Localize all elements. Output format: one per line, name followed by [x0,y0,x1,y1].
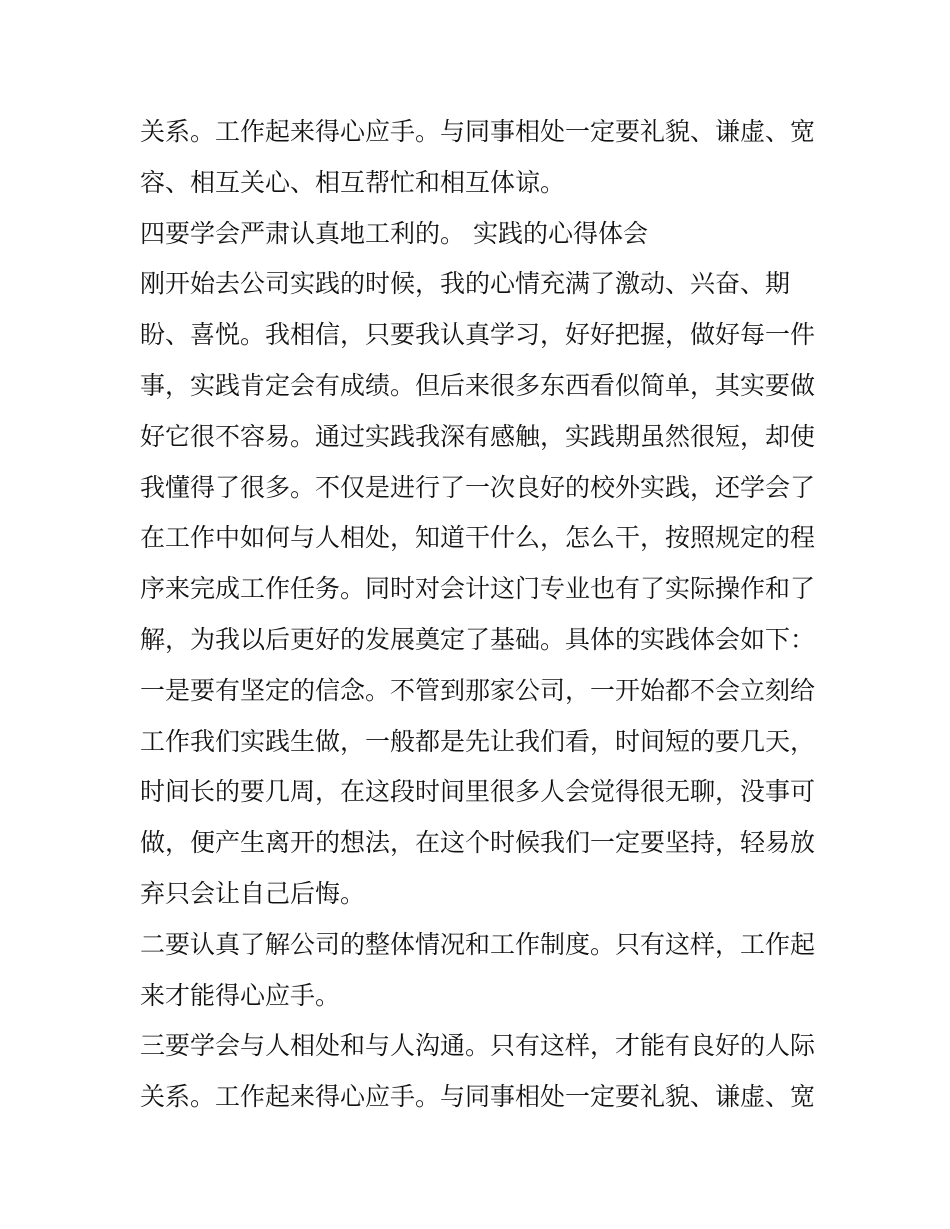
text-line-14: 时间长的要几周，在这段时间里很多人会觉得很无聊，没事可 [140,777,816,807]
text-line-12: 一是要有坚定的信念。不管到那家公司，一开始都不会立刻给 [140,675,816,705]
text-line-3: 四要学会严肃认真地工利的。 实践的心得体会 [140,218,648,248]
text-line-6: 事，实践肯定会有成绩。但后来很多东西看似简单，其实要做 [140,370,816,400]
text-line-5: 盼、喜悦。我相信，只要我认真学习，好好把握，做好每一件 [140,320,816,350]
text-line-4: 刚开始去公司实践的时候，我的心情充满了激动、兴奋、期 [140,269,791,299]
text-line-2: 容、相互关心、相互帮忙和相互体谅。 [140,167,566,197]
text-line-9: 在工作中如何与人相处，知道干什么，怎么干，按照规定的程 [140,523,816,553]
text-line-20: 关系。工作起来得心应手。与同事相处一定要礼貌、谦虚、宽 [140,1082,816,1112]
text-line-15: 做，便产生离开的想法，在这个时候我们一定要坚持，轻易放 [140,828,816,858]
text-line-17: 二要认真了解公司的整体情况和工作制度。只有这样，工作起 [140,929,816,959]
text-line-19: 三要学会与人相处和与人沟通。只有这样，才能有良好的人际 [140,1031,816,1061]
text-line-8: 我懂得了很多。不仅是进行了一次良好的校外实践，还学会了 [140,472,816,502]
text-line-1: 关系。工作起来得心应手。与同事相处一定要礼貌、谦虚、宽 [140,117,816,146]
text-line-16: 弃只会让自己后悔。 [140,878,366,908]
text-line-11: 解，为我以后更好的发展奠定了基础。具体的实践体会如下： [140,624,816,654]
document-body [140,107,820,1123]
text-line-10: 序来完成工作任务。同时对会计这门专业也有了实际操作和了 [140,574,816,604]
text-line-7: 好它很不容易。通过实践我深有感触，实践期虽然很短，却使 [140,421,816,451]
text-line-18: 来才能得心应手。 [140,980,341,1010]
text-line-13: 工作我们实践生做，一般都是先让我们看，时间短的要几天， [140,726,816,756]
